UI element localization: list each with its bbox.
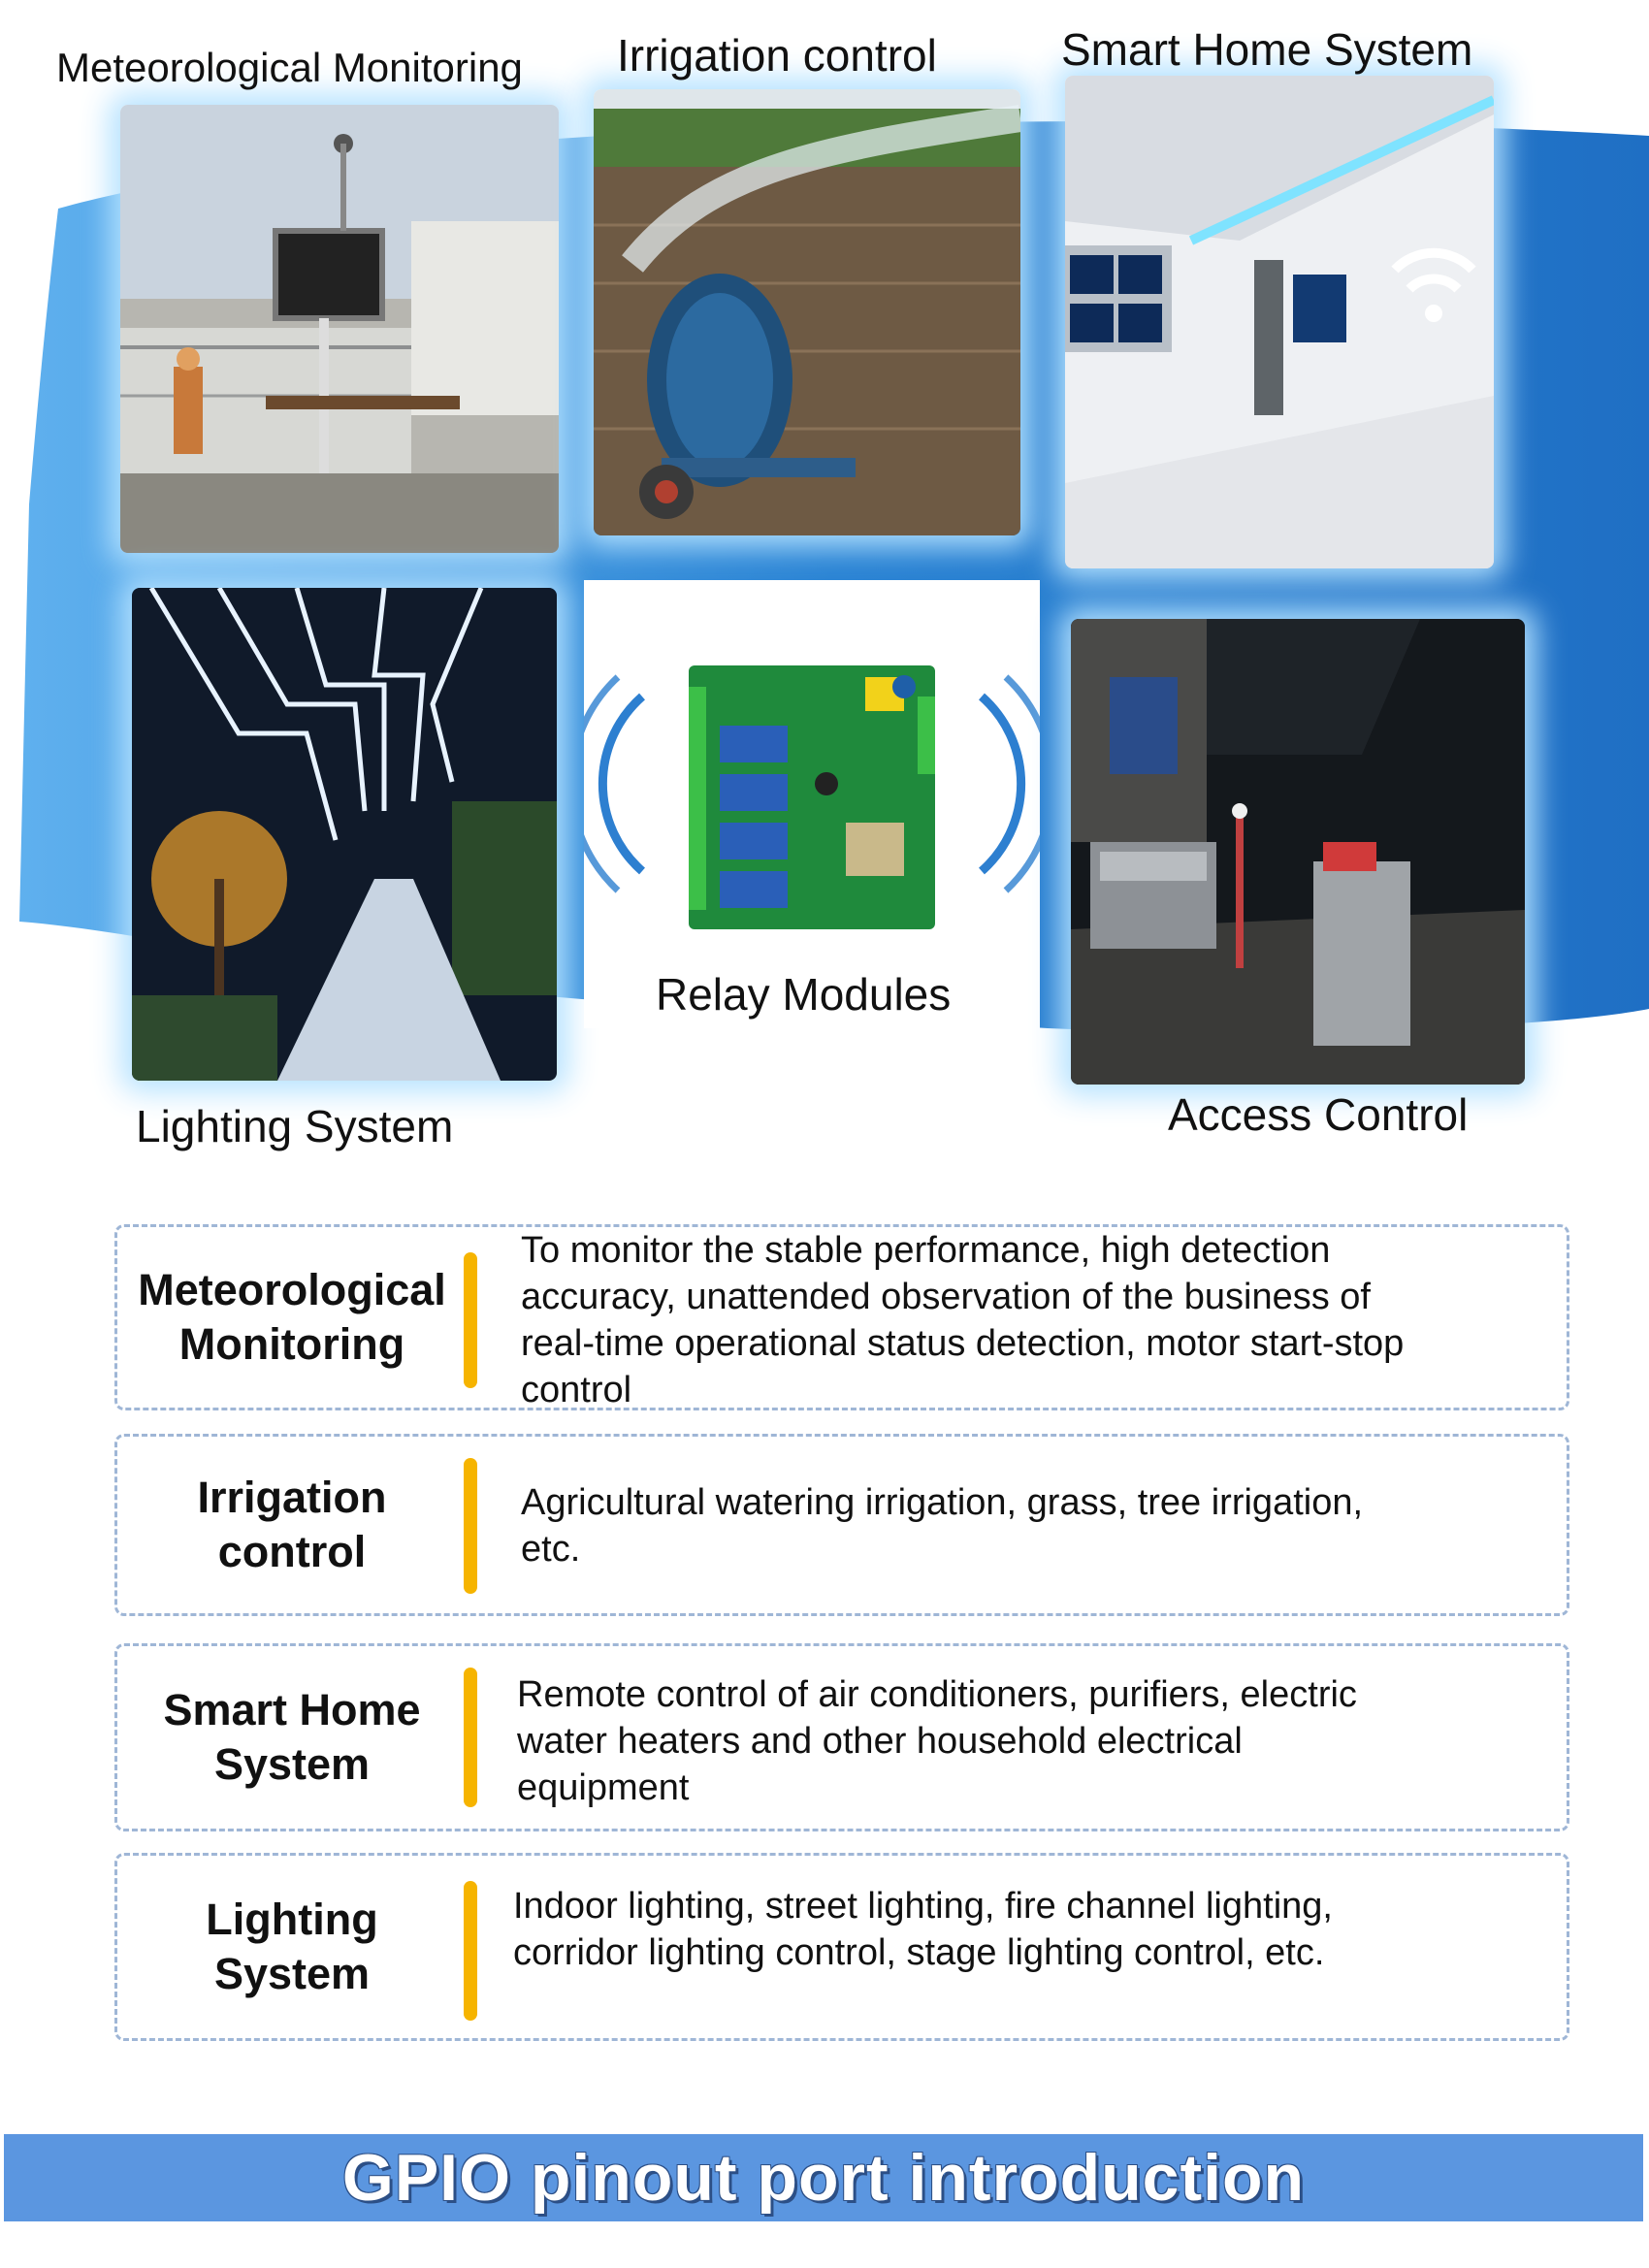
info-row-description (521, 1479, 1508, 1572)
info-desc-line: water heaters and other household electrical (517, 1721, 1243, 1762)
info-title-line: control (217, 1527, 367, 1576)
info-desc-line: Agricultural watering irrigation, grass, tree irrigation, (521, 1482, 1364, 1523)
info-desc-line: equipment (517, 1767, 690, 1808)
caption-lighting-system: Lighting System (136, 1101, 454, 1151)
accent-bar (464, 1881, 477, 2021)
info-title-line: System (213, 1739, 371, 1789)
info-row-description (513, 1883, 1508, 1976)
smart-home-system-photo (1065, 76, 1494, 568)
info-desc-line: accuracy, unattended observation of the business of (521, 1277, 1371, 1317)
relay-modules-panel (584, 580, 1040, 1028)
info-title-line: Meteorological (138, 1265, 446, 1314)
info-desc-line: Remote control of air conditioners, purifiers, electric (517, 1674, 1357, 1715)
info-desc-line: Indoor lighting, street lighting, fire channel lighting, (513, 1886, 1333, 1927)
info-row-description (517, 1671, 1508, 1811)
info-title-line: System (213, 1949, 371, 1998)
footer-banner (4, 2134, 1643, 2221)
info-row-title (117, 1646, 467, 1829)
info-row-title (117, 1437, 467, 1613)
access-control-photo (1071, 619, 1525, 1085)
lighting-system-photo (132, 588, 557, 1081)
caption-smart-home-system: Smart Home System (1061, 24, 1473, 75)
caption-access-control: Access Control (1168, 1089, 1469, 1140)
relay-board-icon (584, 580, 1040, 1028)
info-row-lighting (114, 1853, 1569, 2041)
meteorological-monitoring-photo (120, 105, 559, 553)
accent-bar (464, 1252, 477, 1388)
info-title-line: Smart Home (163, 1685, 421, 1734)
info-desc-line: real-time operational status detection, motor start-stop (521, 1323, 1405, 1364)
info-row-title (117, 1227, 467, 1408)
info-row-title (117, 1856, 467, 2038)
info-desc-line: control (521, 1370, 632, 1410)
info-title-line: Monitoring (178, 1319, 405, 1369)
footer-title: GPIO pinout port introduction (341, 2141, 1306, 2215)
caption-relay-modules: Relay Modules (656, 969, 952, 1020)
info-desc-line: etc. (521, 1529, 581, 1570)
accent-bar (464, 1668, 477, 1807)
caption-irrigation-control: Irrigation control (617, 30, 937, 81)
info-title-line: Irrigation (197, 1473, 387, 1522)
caption-meteorological-monitoring: Meteorological Monitoring (56, 45, 523, 90)
accent-bar (464, 1458, 477, 1594)
irrigation-control-photo (594, 89, 1020, 535)
info-row-meteorological (114, 1224, 1569, 1410)
info-row-smart-home (114, 1643, 1569, 1831)
info-title-line: Lighting (206, 1895, 378, 1944)
info-row-irrigation (114, 1434, 1569, 1616)
info-desc-line: To monitor the stable performance, high detection (521, 1230, 1331, 1271)
info-desc-line: corridor lighting control, stage lighting control, etc. (513, 1932, 1325, 1973)
info-row-description (521, 1227, 1508, 1413)
